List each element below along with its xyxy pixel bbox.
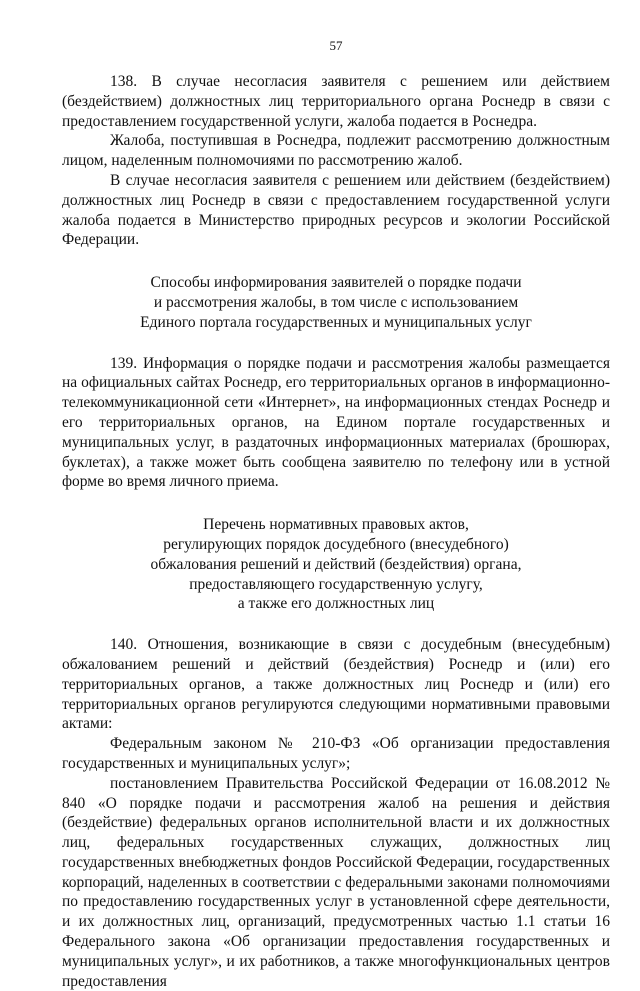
page-number: 57 [329, 38, 343, 53]
heading-line: обжалования решений и действий (бездействия) органа, [150, 555, 522, 573]
section-heading-legal-acts [62, 515, 610, 614]
heading-line: предоставляющего государственную услугу, [189, 575, 483, 593]
heading-line: и рассмотрения жалобы, в том числе с использованием [153, 293, 519, 311]
section-heading-informing [62, 273, 610, 332]
paragraph-139: 139. Информация о порядке подачи и рассмотрения жалобы размещается на официальных сайтах Роснедр, его территориальных органов в информационно-телекоммуникационной сети «Интернет», на информационных стендах Роснедр и его территориальных органов, на Едином портале государственных и муниципальных услуг, в раздаточных информационных материалах (брошюрах, буклетах), а также может быть сообщена заявителю по телефону или в устной форме во время личного приема. [62, 354, 610, 491]
heading-line: Единого портала государственных и муниципальных услуг [140, 313, 532, 331]
paragraph-140-government-decree: постановлением Правительства Российской Федерации от 16.08.2012 № 840 «О порядке подачи и рассмотрения жалоб на решения и действия (бездействие) федеральных органов исполнительной власти и их должностных лиц, федеральных государственных служащих, должностных лиц государственных внебюджетных фондов Российской Федерации, государственных корпораций, наделенных в соответствии с федеральными законами полномочиями по предоставлению государственных услуг в установленной сфере деятельности, и их должностных лиц, организаций, предусмотренных частью 1.1 статьи 16 Федерального закона «Об организации предоставления государственных и муниципальных услуг», и их работников, а также многофункциональных центров предоставления [62, 774, 610, 990]
paragraph-138: 138. В случае несогласия заявителя с решением или действием (бездействием) должностных лиц территориального органа Роснедр в связи с предоставлением государственной услуги, жалоба подается в Роснедра. [62, 73, 610, 130]
paragraph-140: 140. Отношения, возникающие в связи с досудебным (внесудебным) обжалованием решений и действий (бездействия) Роснедр и (или) его территориальных органов, а также должностных лиц Роснедр и (или) его территориальных органов регулируются следующими нормативными правовыми актами: [62, 636, 610, 733]
heading-line: Перечень нормативных правовых актов, [203, 516, 469, 534]
heading-line: а также его должностных лиц [237, 595, 435, 613]
heading-line: Способы информирования заявителей о порядке подачи [150, 274, 522, 292]
paragraph-138-ministry: В случае несогласия заявителя с решением или действием (бездействием) должностных лиц Роснедр в связи с предоставлением государственной услуги жалоба подается в Министерство природных ресурсов и экологии Российской Федерации. [62, 171, 610, 249]
heading-line: регулирующих порядок досудебного (внесудебного) [163, 535, 509, 553]
paragraph-140-federal-law: Федеральным законом № 210-ФЗ «Об организации предоставления государственных и муниципальных услуг»; [62, 735, 610, 772]
paragraph-138-complaint: Жалоба, поступившая в Роснедра, подлежит рассмотрению должностным лицом, наделенным полномочиями по рассмотрению жалоб. [62, 132, 610, 170]
